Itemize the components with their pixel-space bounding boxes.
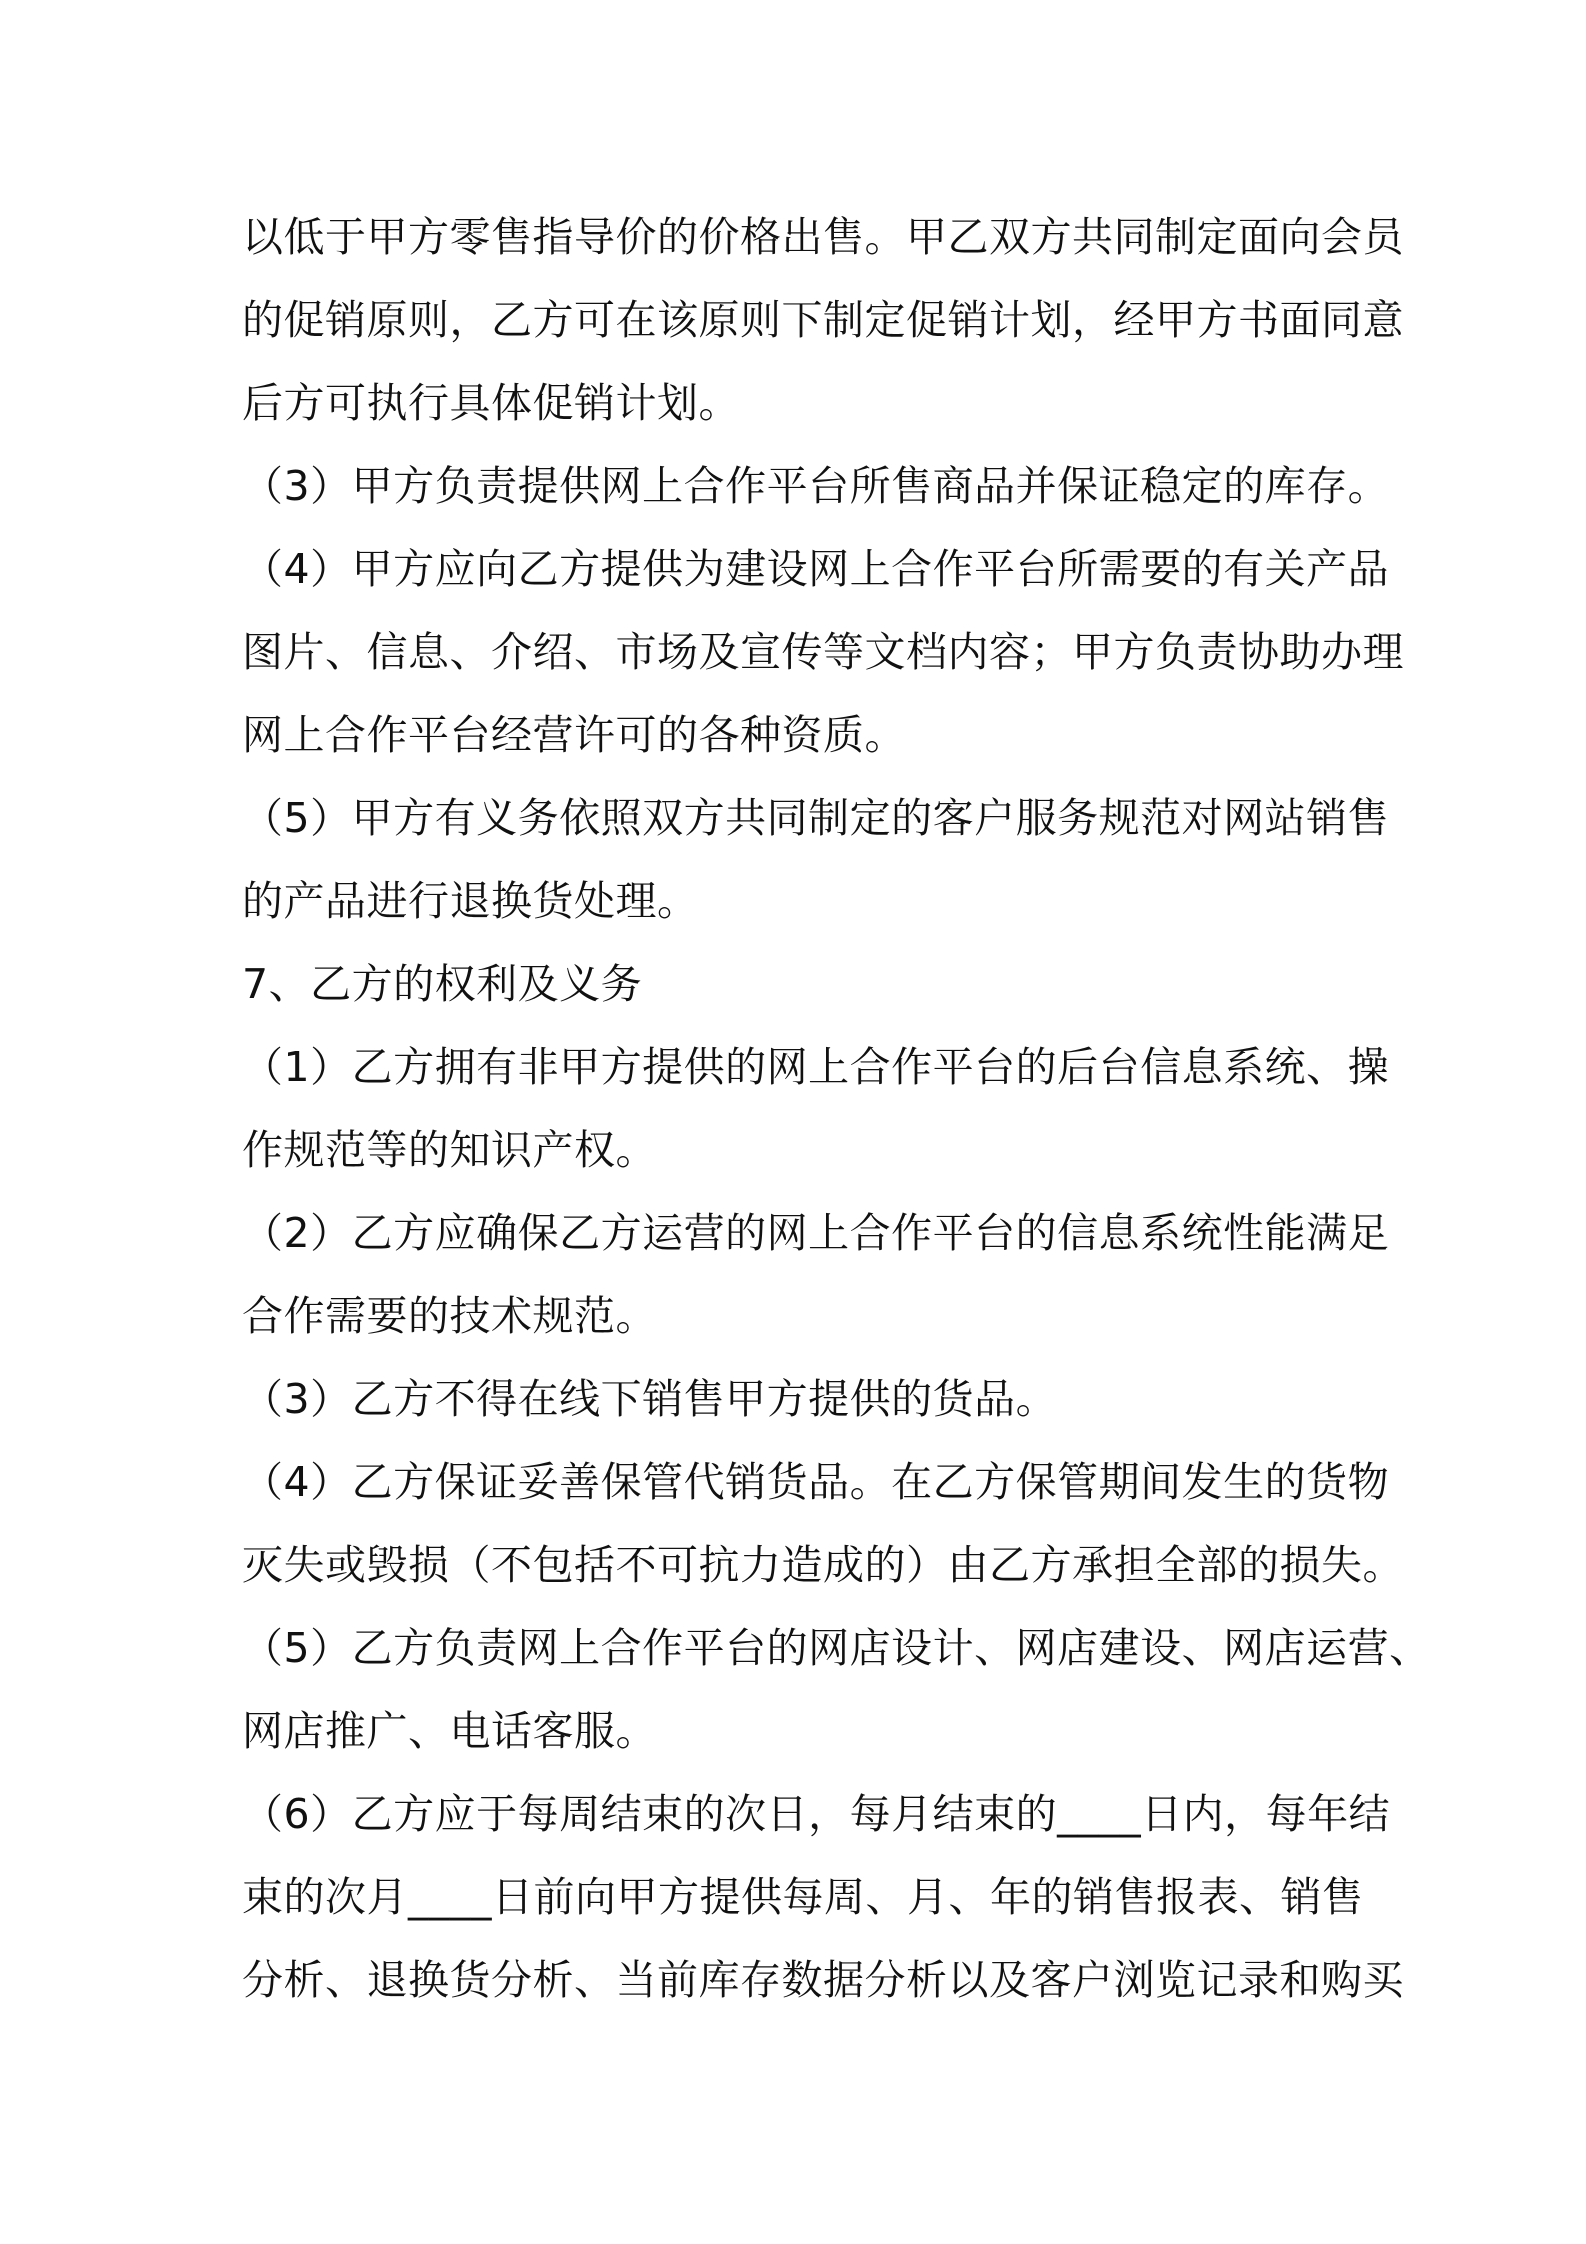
text-line: 的产品进行退换货处理。 — [242, 877, 699, 925]
text-line: （5）甲方有义务依照双方共同制定的客户服务规范对网站销售 — [242, 794, 1390, 842]
text-line: 后方可执行具体促销计划。 — [242, 379, 740, 427]
text-line: （2）乙方应确保乙方运营的网上合作平台的信息系统性能满足 — [242, 1209, 1390, 1257]
text-line: 以低于甲方零售指导价的价格出售。甲乙双方共同制定面向会员 — [242, 213, 1404, 261]
text-line: 束的次月____日前向甲方提供每周、月、年的销售报表、销售 — [242, 1873, 1364, 1921]
section-heading: 7、乙方的权利及义务 — [242, 960, 643, 1008]
text-line: （4）甲方应向乙方提供为建设网上合作平台所需要的有关产品 — [242, 545, 1390, 593]
text-line: 灭失或毁损（不包括不可抗力造成的）由乙方承担全部的损失。 — [242, 1541, 1404, 1589]
text-line: （5）乙方负责网上合作平台的网店设计、网店建设、网店运营、 — [242, 1624, 1431, 1672]
text-line: 合作需要的技术规范。 — [242, 1292, 657, 1340]
text-line: 作规范等的知识产权。 — [242, 1126, 657, 1174]
text-line: （1）乙方拥有非甲方提供的网上合作平台的后台信息系统、操 — [242, 1043, 1390, 1091]
text-line: 分析、退换货分析、当前库存数据分析以及客户浏览记录和购买 — [242, 1956, 1404, 2004]
text-line: 网上合作平台经营许可的各种资质。 — [242, 711, 906, 759]
text-line: （4）乙方保证妥善保管代销货品。在乙方保管期间发生的货物 — [242, 1458, 1390, 1506]
text-line: （3）乙方不得在线下销售甲方提供的货品。 — [242, 1375, 1058, 1423]
text-line: （3）甲方负责提供网上合作平台所售商品并保证稳定的库存。 — [242, 462, 1390, 510]
text-line: 的促销原则，乙方可在该原则下制定促销计划，经甲方书面同意 — [242, 296, 1404, 344]
text-line: 网店推广、电话客服。 — [242, 1707, 657, 1755]
text-line: （6）乙方应于每周结束的次日，每月结束的____日内，每年结 — [242, 1790, 1391, 1838]
text-line: 图片、信息、介绍、市场及宣传等文档内容；甲方负责协助办理 — [242, 628, 1404, 676]
document-body — [242, 196, 1431, 2022]
